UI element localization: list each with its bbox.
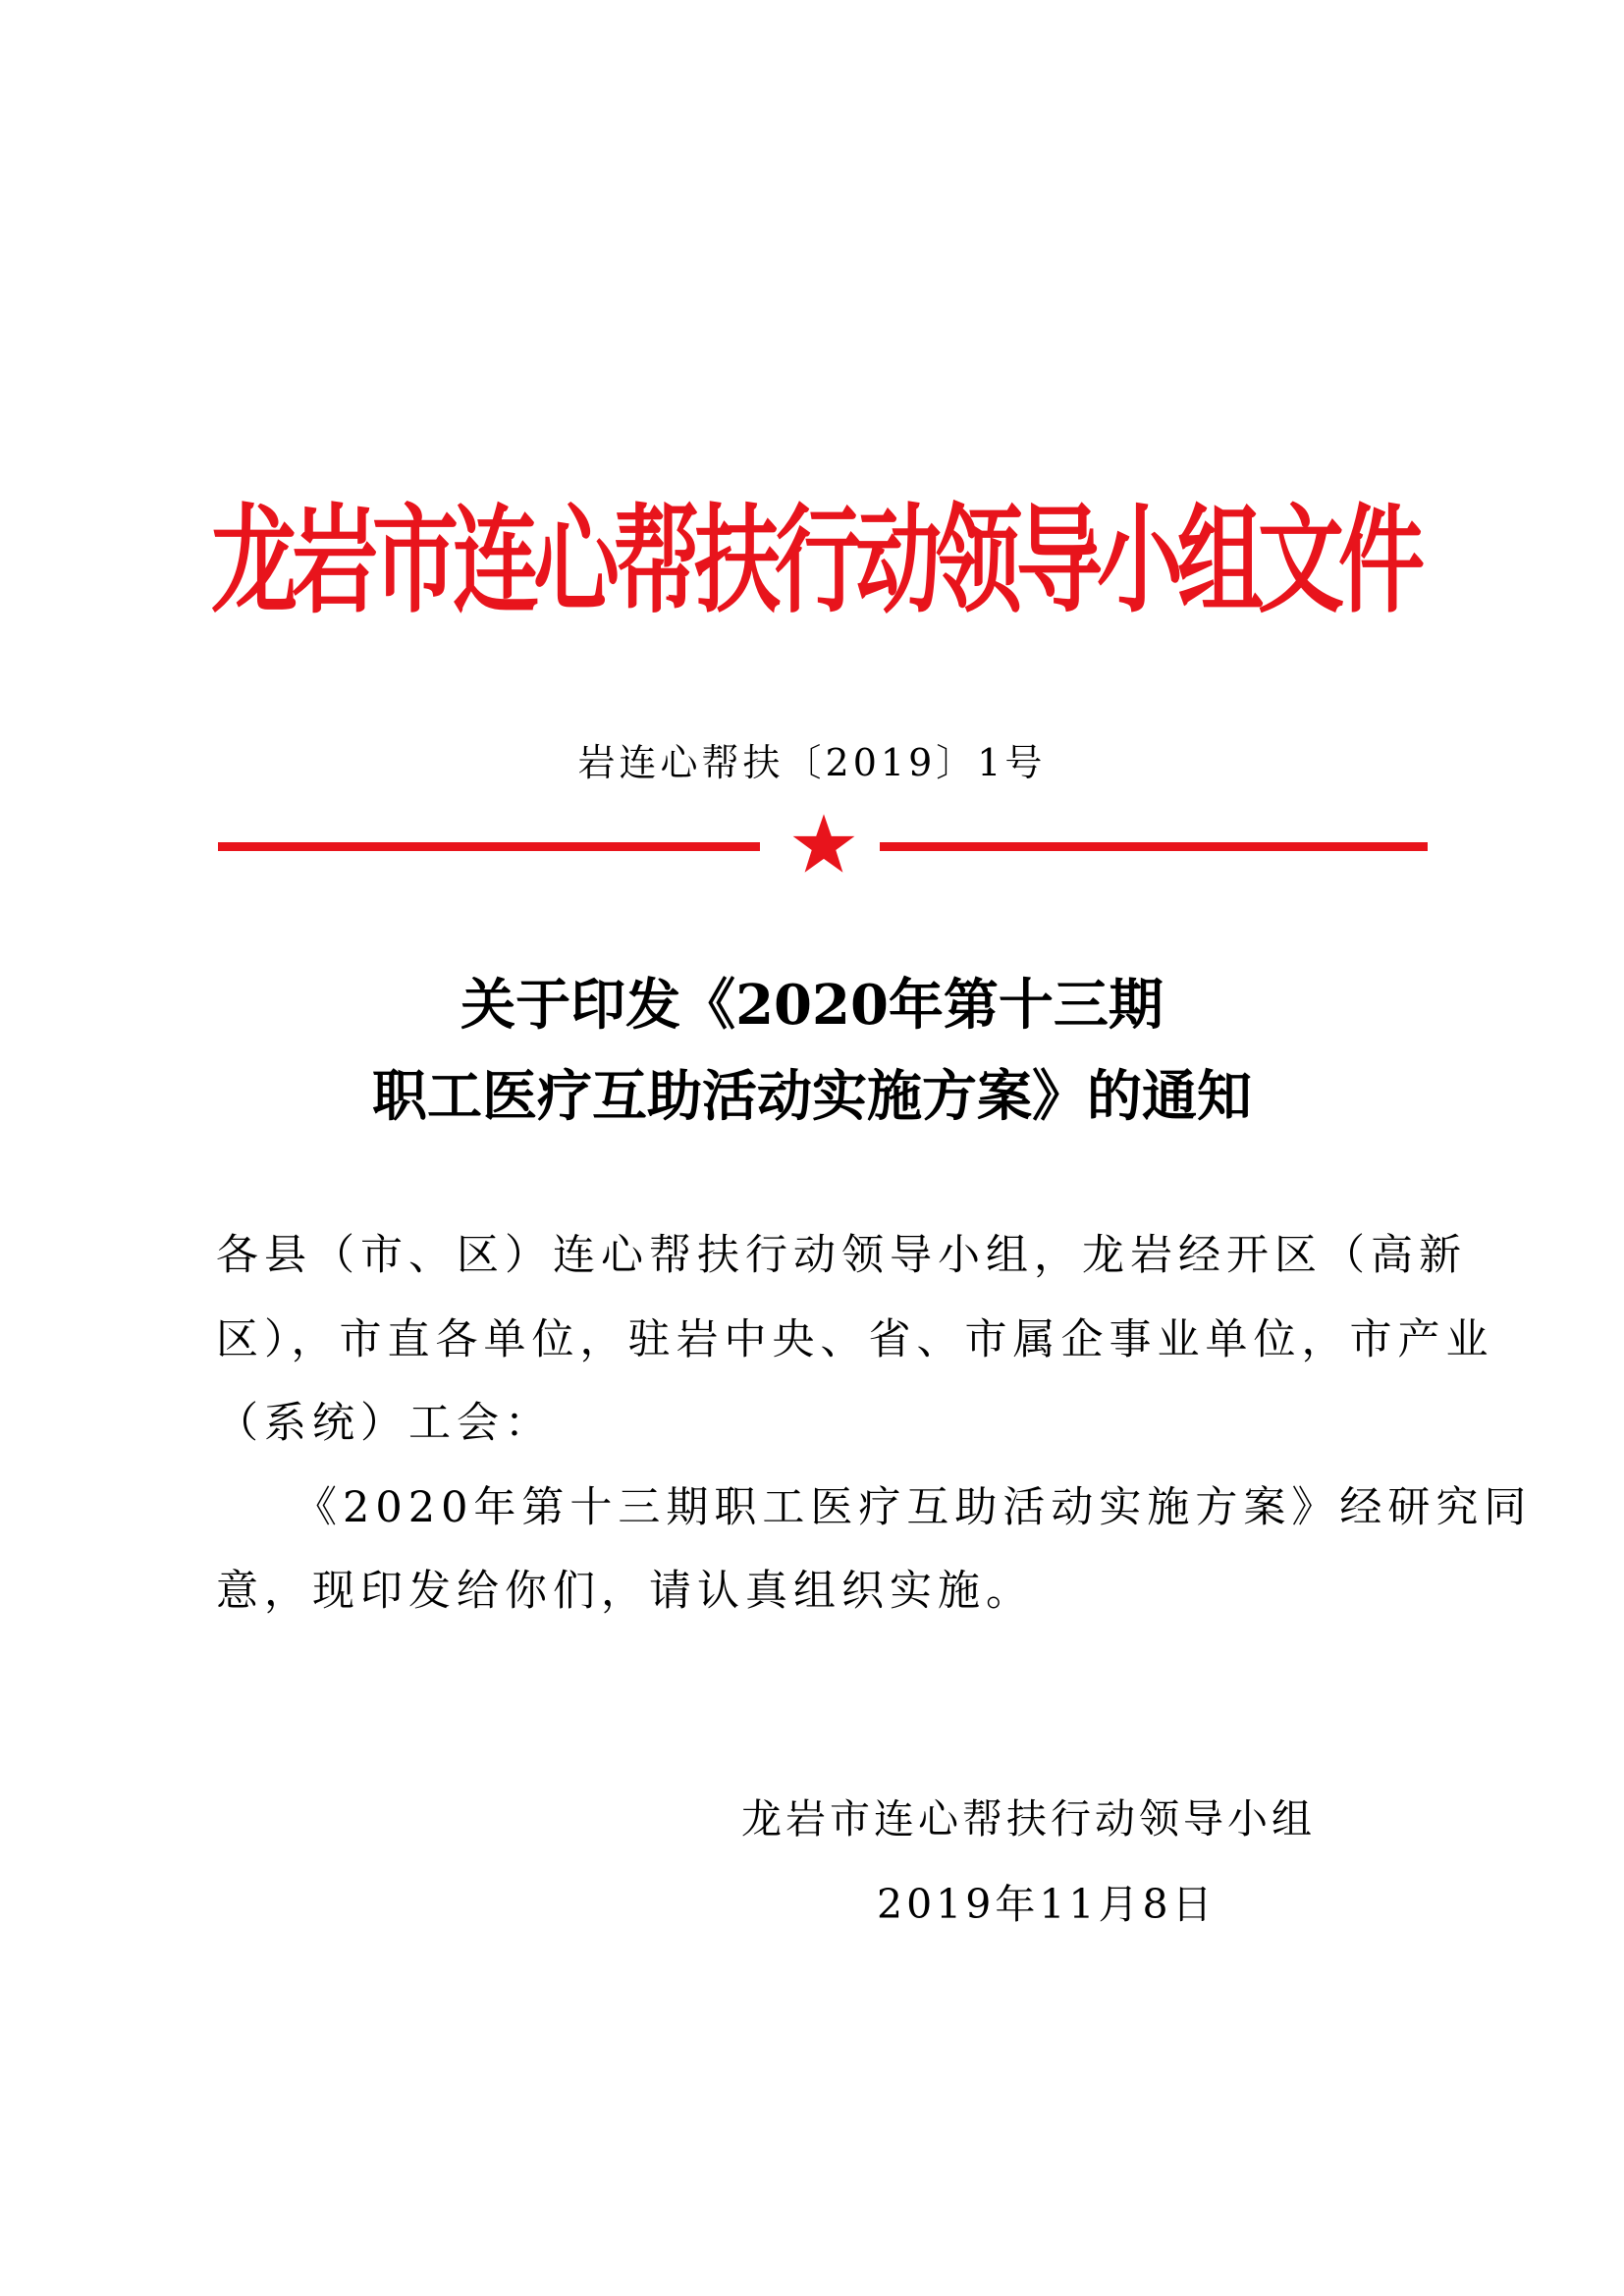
star-icon [791, 813, 856, 878]
notice-title-line-1: 关于印发《2020年第十三期 [460, 973, 1164, 1038]
header-divider-right [880, 842, 1428, 851]
content-line-1: 《2020年第十三期职工医疗互助活动实施方案》经研究同 [295, 1483, 1533, 1532]
notice-title-line-2: 职工医疗互助活动实施方案》的通知 [372, 1064, 1252, 1129]
addressee-line-1: 各县（市、区）连心帮扶行动领导小组，龙岩经开区（高新 [216, 1231, 1467, 1280]
signature-organization: 龙岩市连心帮扶行动领导小组 [741, 1795, 1316, 1842]
document-number: 岩连心帮扶〔2019〕1号 [577, 741, 1047, 784]
signature-date: 2019年11月8日 [877, 1881, 1217, 1928]
document-header-title: 龙岩市连心帮扶行动领导小组文件 [210, 490, 1419, 629]
addressee-line-3: （系统）工会： [216, 1399, 553, 1448]
content-line-2: 意，现印发给你们，请认真组织实施。 [216, 1567, 1034, 1616]
header-divider-left [218, 842, 760, 851]
addressee-line-2: 区），市直各单位，驻岩中央、省、市属企事业单位，市产业 [216, 1315, 1494, 1364]
